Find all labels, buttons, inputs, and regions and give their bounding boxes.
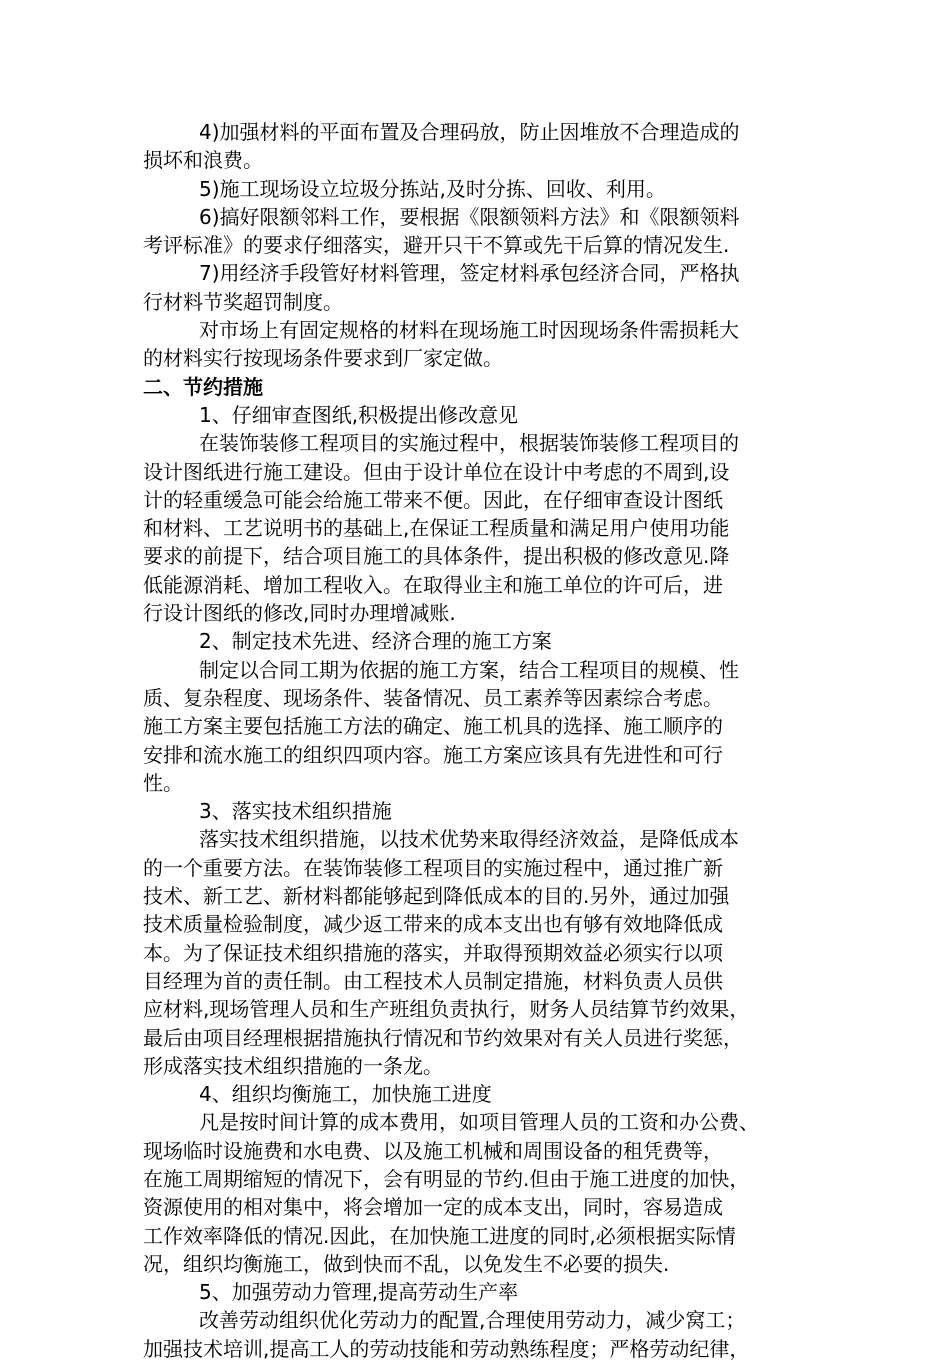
text-line: 设计图纸进行施工建设。但由于设计单位在设计中考虑的不周到,设 <box>143 459 730 484</box>
text-line: 损坏和浪费。 <box>143 148 263 173</box>
text-line: 安排和流水施工的组织四项内容。施工方案应该具有先进性和可行 <box>143 742 723 767</box>
text-line: 本。为了保证技术组织措施的落实，并取得预期效益必须实行以项 <box>143 940 723 965</box>
text-line: 加强技术培训,提高工人的劳动技能和劳动熟练程度；严格劳动纪律， <box>143 1336 750 1361</box>
text-line: 技术质量检验制度，减少返工带来的成本支出也有够有效地降低成 <box>143 912 723 937</box>
text-line: 5、加强劳动力管理,提高劳动生产率 <box>199 1280 519 1305</box>
text-line: 2、制定技术先进、经济合理的施工方案 <box>199 629 552 654</box>
text-line: 7)用经济手段管好材料管理，签定材料承包经济合同，严格执 <box>199 261 740 286</box>
document-page <box>143 118 815 1363</box>
text-line: 在施工周期缩短的情况下，会有明显的节约.但由于施工进度的加快， <box>143 1166 750 1191</box>
text-line: 要求的前提下，结合项目施工的具体条件，提出积极的修改意见.降 <box>143 544 730 569</box>
text-line: 施工方案主要包括施工方法的确定、施工机具的选择、施工顺序的 <box>143 714 723 739</box>
text-line: 改善劳动组织优化劳动力的配置,合理使用劳动力，减少窝工； <box>199 1308 746 1333</box>
text-line: 最后由项目经理根据措施执行情况和节约效果对有关人员进行奖惩， <box>143 1025 743 1050</box>
text-line: 4)加强材料的平面布置及合理码放，防止因堆放不合理造成的 <box>199 120 740 144</box>
text-line: 凡是按时间计算的成本费用，如项目管理人员的工资和办公费、 <box>199 1110 759 1135</box>
text-line: 技术、新工艺、新材料都能够起到降低成本的目的.另外，通过加强 <box>143 884 730 909</box>
text-line: 1、仔细审查图纸,积极提出修改意见 <box>199 402 519 427</box>
section-heading: 二、节约措施 <box>143 374 263 399</box>
text-line: 计的轻重缓急可能会给施工带来不便。因此，在仔细审查设计图纸 <box>143 487 723 512</box>
text-line: 况，组织均衡施工，做到快而不乱，以免发生不必要的损失. <box>143 1251 670 1276</box>
text-line: 考评标准》的要求仔细落实，避开只干不算或先干后算的情况发生. <box>143 233 730 258</box>
text-line: 在装饰装修工程项目的实施过程中，根据装饰装修工程项目的 <box>199 431 739 456</box>
text-line: 3、落实技术组织措施 <box>199 799 392 824</box>
text-line: 资源使用的相对集中，将会增加一定的成本支出，同时，容易造成 <box>143 1195 723 1220</box>
text-line: 低能源消耗、增加工程收入。在取得业主和施工单位的许可后，进 <box>143 572 723 597</box>
text-line: 对市场上有固定规格的材料在现场施工时因现场条件需损耗大 <box>199 318 739 343</box>
text-line: 行设计图纸的修改,同时办理增减账. <box>143 601 456 626</box>
text-line: 4、组织均衡施工，加快施工进度 <box>199 1082 492 1107</box>
text-line: 的一个重要方法。在装饰装修工程项目的实施过程中，通过推广新 <box>143 855 723 880</box>
text-line: 行材料节奖超罚制度。 <box>143 289 343 314</box>
text-line: 性。 <box>143 770 183 795</box>
text-line: 的材料实行按现场条件要求到厂家定做。 <box>143 346 503 371</box>
text-line: 6)搞好限额邻料工作，要根据《限额领料方法》和《限额领料 <box>199 204 740 229</box>
text-line: 形成落实技术组织措施的一条龙。 <box>143 1053 443 1078</box>
text-line: 落实技术组织措施，以技术优势来取得经济效益，是降低成本 <box>199 827 739 852</box>
text-line: 应材料,现场管理人员和生产班组负责执行，财务人员结算节约效果， <box>143 997 750 1022</box>
text-line: 目经理为首的责任制。由工程技术人员制定措施，材料负责人员供 <box>143 968 723 993</box>
text-line: 质、复杂程度、现场条件、装备情况、员工素养等因素综合考虑。 <box>143 685 723 710</box>
text-line: 5)施工现场设立垃圾分拣站,及时分拣、回收、利用。 <box>199 176 666 201</box>
text-line: 现场临时设施费和水电费、以及施工机械和周围设备的租凭费等， <box>143 1138 723 1163</box>
text-line: 制定以合同工期为依据的施工方案，结合工程项目的规模、性 <box>199 657 739 682</box>
text-line: 工作效率降低的情况.因此，在加快施工进度的同时,必须根据实际情 <box>143 1223 736 1248</box>
text-line: 和材料、工艺说明书的基础上,在保证工程质量和满足用户使用功能 <box>143 516 730 541</box>
